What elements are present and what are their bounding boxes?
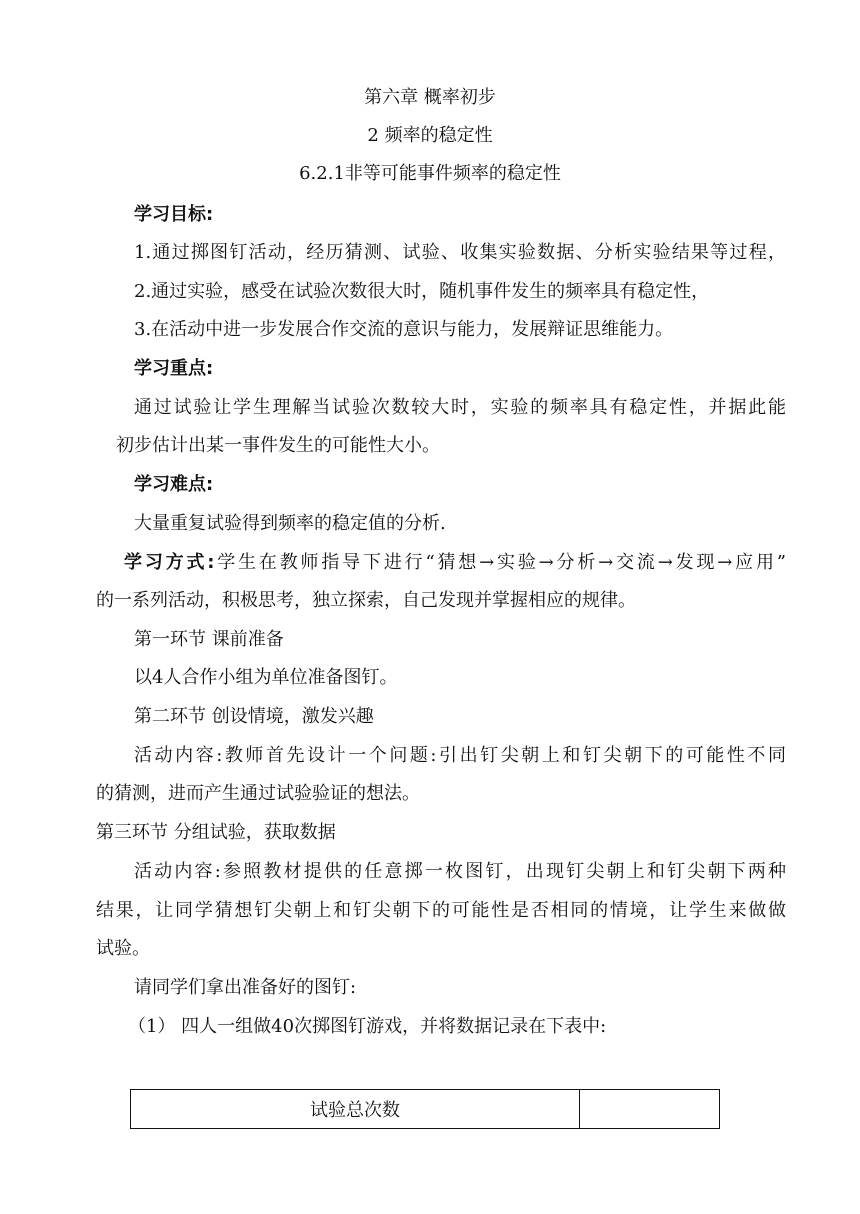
method-text: 学生在教师指导下进行“猜想→实验→分析→交流→发现→应用” bbox=[214, 552, 786, 573]
table-cell-value[interactable] bbox=[580, 1090, 720, 1129]
chapter-title: 第六章 概率初步 bbox=[364, 87, 496, 108]
method-line-1 bbox=[124, 551, 786, 575]
method-line-2: 的一系列活动，积极思考，独立探索，自己发现并掌握相应的规律。 bbox=[96, 590, 636, 611]
step3-line-1: 活动内容:参照教材提供的任意掷一枚图钉，出现钉尖朝上和钉尖朝下两种 bbox=[134, 861, 786, 882]
step3-line-3: 试验。 bbox=[96, 938, 150, 959]
key-points-line-2: 初步估计出某一事件发生的可能性大小。 bbox=[116, 435, 440, 456]
step3-line-2: 结果，让同学猜想钉尖朝上和钉尖朝下的可能性是否相同的情境，让学生来做做 bbox=[96, 900, 786, 921]
step1-title: 第一环节 课前准备 bbox=[134, 629, 284, 650]
key-points-heading: 学习重点: bbox=[134, 358, 214, 379]
method-label: 学习方式: bbox=[124, 552, 215, 573]
objectives-heading: 学习目标: bbox=[134, 204, 214, 225]
step3-title: 第三环节 分组试验，获取数据 bbox=[96, 822, 336, 843]
table-cell-label: 试验总次数 bbox=[131, 1090, 580, 1129]
difficulties-text: 大量重复试验得到频率的稳定值的分析. bbox=[134, 513, 446, 534]
key-points-line-1: 通过试验让学生理解当试验次数较大时，实验的频率具有稳定性，并据此能 bbox=[134, 397, 786, 418]
objective-item-2: 2.通过实验，感受在试验次数很大时，随机事件发生的频率具有稳定性， bbox=[134, 281, 710, 302]
step2-line-2: 的猜测，进而产生通过试验验证的想法。 bbox=[96, 783, 420, 804]
table-row bbox=[131, 1090, 720, 1129]
prompt-text: 请同学们拿出准备好的图钉: bbox=[134, 977, 357, 998]
task-text: （1） 四人一组做40次掷图钉游戏，并将数据记录在下表中: bbox=[128, 1016, 607, 1037]
difficulties-heading: 学习难点: bbox=[134, 474, 214, 495]
step2-title: 第二环节 创设情境，激发兴趣 bbox=[134, 706, 374, 727]
objective-item-3: 3.在活动中进一步发展合作交流的意识与能力，发展辩证思维能力。 bbox=[134, 319, 674, 340]
objective-item-1: 1.通过掷图钉活动，经历猜测、试验、收集实验数据、分析实验结果等过程， bbox=[134, 242, 786, 263]
step2-line-1: 活动内容:教师首先设计一个问题:引出钉尖朝上和钉尖朝下的可能性不同 bbox=[134, 745, 786, 766]
data-table bbox=[130, 1089, 720, 1129]
section-title: 2 频率的稳定性 bbox=[367, 125, 493, 146]
step1-text: 以4人合作小组为单位准备图钉。 bbox=[134, 667, 398, 688]
subsection-title: 6.2.1非等可能事件频率的稳定性 bbox=[299, 163, 561, 184]
